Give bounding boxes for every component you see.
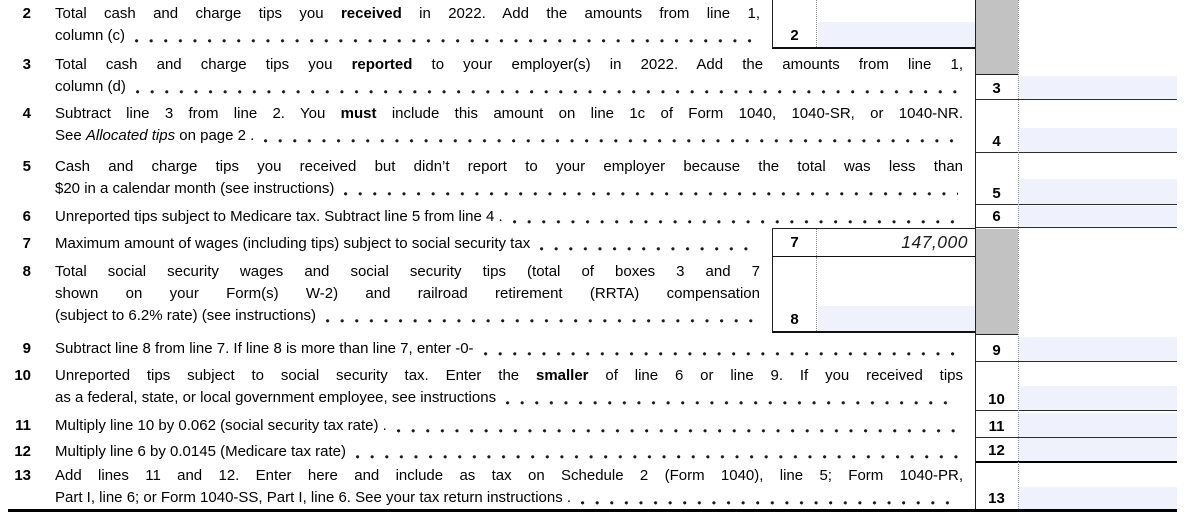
text-line-with-leader	[55, 25, 760, 47]
dot-leader	[344, 192, 958, 196]
line-8-box-number: 8	[773, 257, 817, 331]
line-5-amount-field[interactable]	[1018, 179, 1177, 204]
line-text	[55, 333, 975, 362]
form-line-6	[0, 205, 975, 228]
text-segment: as a federal, state, or local government employee, see instructions	[55, 389, 497, 406]
line-text	[55, 362, 975, 411]
text-line-with-leader	[55, 415, 963, 437]
dot-leader	[136, 90, 958, 94]
text-line-with-leader	[55, 487, 963, 509]
text-segment: Unreported tips subject to Medicare tax. Subtract line 5 from line 4 .	[55, 208, 503, 225]
line-text	[55, 257, 772, 333]
dot-leader	[506, 401, 958, 405]
text-line	[55, 54, 963, 76]
line-4-amount-row	[975, 100, 1177, 153]
line-13-amount-field[interactable]	[1018, 487, 1177, 509]
line-6-number-cell: 6	[992, 208, 1001, 225]
line-2-box-number: 2	[773, 0, 817, 47]
form-line-2	[0, 0, 975, 49]
text-segment: Part I, line 6; or Form 1040-SS, Part I, line 6. See your tax return instructions .	[55, 489, 572, 506]
line-7-box-number: 7	[773, 229, 817, 256]
form-line-9	[0, 333, 975, 362]
text-segment: include this amount on line 1c of Form 1040, 1040-SR, or 1040-NR.	[376, 105, 963, 122]
text-segment: $20 in a calendar month (see instructions)	[55, 180, 335, 197]
italic-text: Allocated tips	[85, 127, 176, 144]
dot-leader	[513, 220, 958, 224]
text-segment: Multiply line 10 by 0.062 (social security tax rate) .	[55, 417, 387, 434]
line-6-amount-row	[975, 205, 1177, 228]
line-9-number-cell: 9	[992, 342, 1001, 359]
line-2-box	[772, 0, 975, 49]
text-line-with-leader	[55, 387, 963, 409]
line-number: 11	[15, 417, 31, 434]
dot-leader	[356, 455, 958, 459]
line-number: 7	[22, 235, 31, 252]
line-11-number-cell: 11	[988, 418, 1005, 435]
text-segment: See	[55, 127, 86, 144]
text-segment: (subject to 6.2% rate) (see instructions)	[55, 307, 316, 324]
text-segment-group	[55, 415, 387, 437]
text-segment-group	[55, 125, 254, 147]
text-segment-group	[55, 233, 530, 255]
line-10-number-cell: 10	[988, 391, 1005, 408]
line-3-amount-field[interactable]	[1018, 76, 1177, 99]
text-segment-group	[55, 206, 503, 228]
text-segment-group	[55, 305, 316, 327]
line-11-amount-field[interactable]	[1018, 413, 1177, 437]
line-2-amount-field[interactable]	[818, 22, 975, 47]
line-3-number-cell: 3	[992, 80, 1001, 97]
text-segment: Subtract line 3 from line 2. You	[55, 105, 341, 122]
text-line	[55, 465, 963, 487]
line-13-number-cell: 13	[988, 490, 1005, 507]
form-line-7	[0, 228, 975, 257]
text-line-with-leader	[55, 441, 963, 463]
text-line-with-leader	[55, 233, 760, 255]
amount-columns-overlay	[975, 0, 1177, 512]
text-line	[55, 103, 963, 125]
form-line-12	[0, 438, 975, 463]
bold-text: reported	[351, 56, 413, 73]
text-segment: on page 2 .	[175, 127, 255, 144]
line-number: 5	[22, 158, 31, 175]
amount-column-left-rule	[975, 0, 976, 512]
bottom-rule	[8, 509, 1177, 512]
line-number: 13	[14, 467, 31, 484]
form-line-5	[0, 153, 975, 205]
form-line-11	[0, 411, 975, 438]
line-text	[55, 438, 975, 463]
text-segment: shown on your Form(s) W-2) and railroad retirement (RRTA) compensation	[55, 285, 760, 302]
text-segment: Add lines 11 and 12. Enter here and include as tax on Schedule 2 (Form 1040), line 5; Form 1040-PR,	[55, 467, 963, 484]
text-segment: Total cash and charge tips you	[55, 56, 352, 73]
text-segment: column (d)	[55, 78, 126, 95]
dot-leader	[397, 429, 958, 433]
line-text	[55, 49, 975, 100]
text-segment: Cash and charge tips you received but didn’t report to your employer because the total was less than	[55, 158, 963, 175]
dot-leader	[581, 501, 958, 505]
text-line-with-leader	[55, 206, 963, 228]
text-segment-group	[55, 25, 125, 47]
shaded-cell	[975, 229, 1018, 335]
form-line-10	[0, 362, 975, 411]
bold-text: smaller	[535, 367, 589, 384]
line-text	[55, 228, 772, 257]
dot-leader	[540, 247, 755, 251]
line-6-amount-field[interactable]	[1018, 206, 1177, 227]
form-line-3	[0, 49, 975, 100]
line-number: 3	[22, 56, 31, 73]
line-number: 6	[22, 208, 31, 225]
line-10-amount-field[interactable]	[1018, 386, 1177, 410]
text-line-with-leader	[55, 305, 760, 327]
line-4-number-cell: 4	[992, 133, 1001, 150]
line-13-amount-row	[975, 463, 1177, 509]
text-segment: column (c)	[55, 27, 126, 44]
line-9-amount-row	[975, 335, 1177, 362]
line-12-amount-field[interactable]	[1018, 438, 1177, 461]
line-text	[55, 153, 975, 205]
form-line-13	[0, 463, 975, 512]
line-5-amount-row	[975, 153, 1177, 205]
line-text	[55, 100, 975, 153]
text-segment: in 2022. Add the amounts from line 1,	[401, 5, 761, 22]
line-number: 10	[14, 367, 31, 384]
text-segment-group	[55, 178, 334, 200]
line-12-number-cell: 12	[988, 442, 1005, 459]
text-line	[55, 283, 760, 305]
line-4-amount-field[interactable]	[1018, 128, 1177, 152]
dot-leader	[484, 352, 958, 356]
line-text	[55, 463, 975, 512]
text-line	[55, 365, 963, 387]
text-segment: Multiply line 6 by 0.0145 (Medicare tax rate)	[55, 443, 346, 460]
text-line-with-leader	[55, 125, 963, 147]
text-segment-group	[55, 338, 474, 360]
dot-leader	[135, 39, 755, 43]
text-line	[55, 261, 760, 283]
line-8-amount-field[interactable]	[818, 306, 975, 331]
line-10-amount-row	[975, 362, 1177, 411]
text-segment-group	[55, 441, 346, 463]
line-7-box	[772, 228, 975, 257]
line-3-amount-row	[975, 75, 1177, 100]
text-line	[55, 3, 760, 25]
text-segment-group	[55, 76, 126, 98]
bold-text: must	[340, 105, 377, 122]
text-segment: of line 6 or line 9. If you received tips	[588, 367, 963, 384]
line-7-amount-value: 147,000	[901, 232, 968, 252]
line-12-amount-row	[975, 438, 1177, 463]
text-segment: to your employer(s) in 2022. Add the amounts from line 1,	[412, 56, 964, 73]
text-segment: Total cash and charge tips you	[55, 5, 341, 22]
line-11-amount-row	[975, 411, 1177, 438]
line-text	[55, 411, 975, 438]
text-segment-group	[55, 387, 496, 409]
dot-leader	[326, 319, 755, 323]
form-line-4	[0, 100, 975, 153]
text-line-with-leader	[55, 178, 963, 200]
text-line-with-leader	[55, 76, 963, 98]
text-segment-group	[55, 487, 571, 509]
text-segment: Unreported tips subject to social security tax. Enter the	[55, 367, 536, 384]
dot-leader	[264, 139, 958, 143]
line-number: 4	[22, 105, 31, 122]
line-number: 2	[22, 5, 31, 22]
shaded-cell	[975, 0, 1018, 75]
line-text	[55, 205, 975, 228]
text-segment: Total social security wages and social security tips (total of boxes 3 and 7	[55, 263, 760, 280]
line-number: 8	[22, 263, 31, 280]
line-8-box	[772, 257, 975, 333]
text-line-with-leader	[55, 338, 963, 360]
line-9-amount-field[interactable]	[1018, 337, 1177, 361]
text-segment: Subtract line 8 from line 7. If line 8 is more than line 7, enter -0-	[55, 340, 474, 357]
line-number: 12	[14, 443, 31, 460]
line-number: 9	[22, 340, 31, 357]
text-line	[55, 156, 963, 178]
line-5-number-cell: 5	[992, 185, 1001, 202]
bold-text: received	[340, 5, 402, 22]
amount-column-dotted-rule	[1018, 0, 1019, 509]
form-line-8	[0, 257, 975, 333]
text-segment: Maximum amount of wages (including tips) subject to social security tax	[55, 235, 531, 252]
line-text	[55, 0, 772, 49]
